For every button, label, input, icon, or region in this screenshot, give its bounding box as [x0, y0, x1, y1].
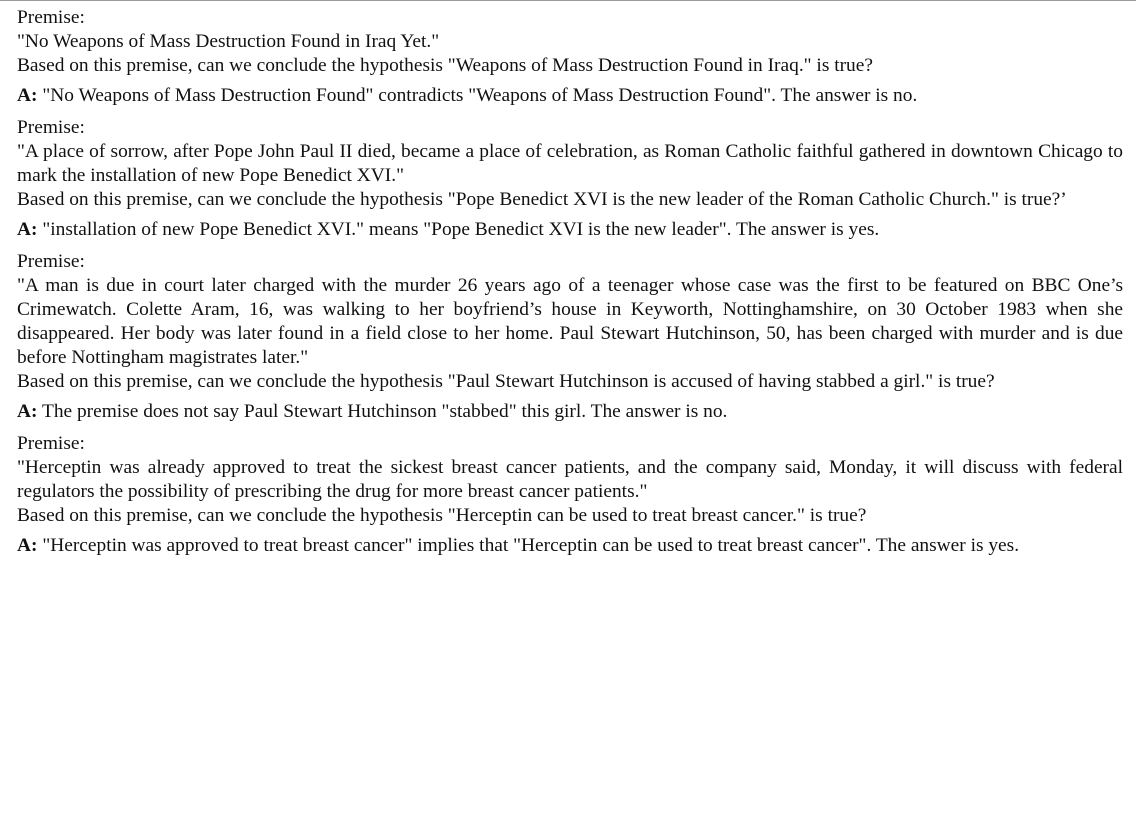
- document-body: [17, 6, 1123, 558]
- example-4: [17, 432, 1123, 558]
- answer-label: A:: [17, 401, 38, 422]
- answer-text: "No Weapons of Mass Destruction Found" contradicts "Weapons of Mass Destruction Found". The answer is no.: [42, 85, 918, 106]
- example-3: [17, 250, 1123, 424]
- example-2: [17, 116, 1123, 242]
- answer-paragraph: [17, 218, 1123, 242]
- premise-block: [17, 432, 1123, 528]
- hypothesis-question: Based on this premise, can we conclude the hypothesis "Weapons of Mass Destruction Found in Iraq." is true?: [17, 55, 873, 76]
- hypothesis-question: Based on this premise, can we conclude the hypothesis "Paul Stewart Hutchinson is accused of having stabbed a girl." is true?: [17, 371, 995, 392]
- premise-text: "Herceptin was already approved to treat the sickest breast cancer patients, and the company said, Monday, it will discuss with federal regulators the possibility of prescribing the drug for more breast cancer patients.": [17, 457, 1123, 502]
- premise-block: [17, 116, 1123, 212]
- answer-paragraph: [17, 84, 1123, 108]
- premise-label: Premise:: [17, 117, 85, 138]
- premise-label: Premise:: [17, 433, 85, 454]
- premise-block: [17, 250, 1123, 394]
- answer-text: "installation of new Pope Benedict XVI." means "Pope Benedict XVI is the new leader". The answer is yes.: [42, 219, 880, 240]
- answer-text: The premise does not say Paul Stewart Hutchinson "stabbed" this girl. The answer is no.: [41, 401, 728, 422]
- premise-block: [17, 6, 1123, 78]
- hypothesis-question: Based on this premise, can we conclude the hypothesis "Herceptin can be used to treat breast cancer." is true?: [17, 505, 867, 526]
- answer-label: A:: [17, 219, 38, 240]
- answer-text: "Herceptin was approved to treat breast cancer" implies that "Herceptin can be used to treat breast cancer". The answer is yes.: [42, 535, 1020, 556]
- answer-label: A:: [17, 85, 38, 106]
- premise-label: Premise:: [17, 7, 85, 28]
- hypothesis-question: Based on this premise, can we conclude the hypothesis "Pope Benedict XVI is the new leader of the Roman Catholic Church." is true?’: [17, 189, 1067, 210]
- premise-label: Premise:: [17, 251, 85, 272]
- premise-text: "No Weapons of Mass Destruction Found in Iraq Yet.": [17, 31, 440, 52]
- top-border: [0, 0, 1136, 1]
- example-1: [17, 6, 1123, 108]
- answer-paragraph: [17, 400, 1123, 424]
- answer-label: A:: [17, 535, 38, 556]
- premise-text: "A place of sorrow, after Pope John Paul II died, became a place of celebration, as Roman Catholic faithful gathered in downtown Chicago to mark the installation of new Pope Benedict XVI.": [17, 141, 1123, 186]
- premise-text: "A man is due in court later charged with the murder 26 years ago of a teenager whose case was the first to be featured on BBC One’s Crimewatch. Colette Aram, 16, was walking to her boyfriend’s house in Keyworth, Nottinghamshire, on 30 October 1983 when she disappeared. Her body was later found in a field close to her home. Paul Stewart Hutchinson, 50, has been charged with murder and is due before Nottingham magistrates later.": [17, 275, 1123, 368]
- answer-paragraph: [17, 534, 1123, 558]
